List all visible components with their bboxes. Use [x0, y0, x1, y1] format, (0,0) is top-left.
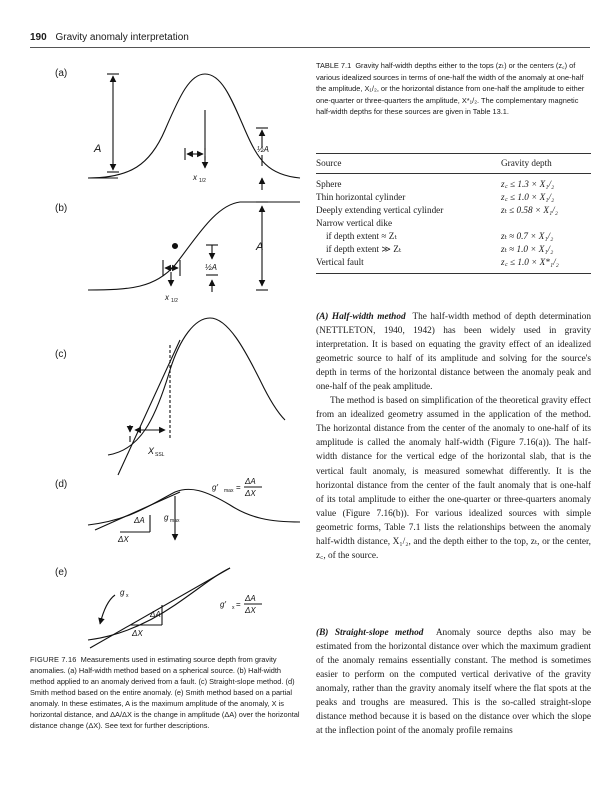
table-row — [316, 178, 591, 191]
svg-text:ΔX: ΔX — [245, 489, 256, 498]
panel-e-tangent — [90, 568, 230, 648]
header-rule — [30, 47, 590, 48]
section-a-para-1: The half-width method of depth determination (NETTLETON, 1940, 1942) has been widely used in gravity interpretation. It is based on equating the gravity effect of an idealized geometric source to half of its amplitude and solving for the source's depth in terms of the horizontal distance between the anomaly peak and one-half of the peak amplitude. — [316, 312, 592, 393]
svg-text:X: X — [148, 446, 155, 456]
svg-text:=: = — [236, 600, 241, 609]
table-caption — [316, 60, 591, 118]
svg-text:ΔA: ΔA — [134, 516, 145, 525]
panel-d-drawing — [88, 477, 300, 544]
table-cell-source: if depth extent ≫ Zₜ — [326, 244, 402, 254]
panel-b-curve — [88, 202, 300, 290]
table-cell-source: if depth extent ≈ Zₜ — [326, 231, 397, 241]
table-row — [316, 217, 591, 230]
table-row — [316, 204, 591, 217]
section-b — [316, 626, 591, 738]
table-cell-source: Narrow vertical dike — [316, 218, 393, 228]
table-caption-text: Gravity half-width depths either to the tops (zₜ) or the centers (z꜀) of various idealized sources in terms of one-half the width of the anomaly at one-half the amplitude, X₁/₂, or the horizontal distance from one-half the amplitude to either one-quarter or three-quarters the amplitude, X*₁/₂. The complementary magnetic half-width depths for these sources are given in Table 13.1. — [316, 61, 585, 116]
table-cell-source: Vertical fault — [316, 257, 364, 267]
table-7-1 — [316, 153, 591, 274]
svg-text:ΔX: ΔX — [245, 606, 256, 615]
svg-text:max: max — [224, 488, 234, 494]
section-a-heading: (A) Half-width method — [316, 312, 406, 322]
table-cell-source: Deeply extending vertical cylinder — [316, 205, 444, 215]
figure-caption-title: FIGURE 7.16 — [30, 655, 77, 664]
section-a-para-2: The method is based on simplification of the theoretical gravity effect from an idealized geometry assumed in the application of the method. The horizontal distance from the center of the anomaly to one-half of its amplitude is called the anomaly half-width (Figure 7.16(a)). The half-width distance for the vertical edge of the horizontal slab, that is the vertical fault anomaly, is measured somewhat differently. It is the horizontal distance from the center of the fault anomaly that is one-half of its total amplitude to either the one-quarter or three-quarters anomaly value (Figure 7.16(b)). For various idealized sources with simple geometric forms, Table 7.1 lists the relationships between the anomaly half-width distance, X₁/₂, and the depth either to the top, zₜ, or the center, z꜀, of the source. — [316, 396, 591, 561]
table-header-source: Source — [316, 158, 342, 168]
panel-e-curve — [88, 568, 230, 640]
svg-text:=: = — [236, 483, 241, 492]
panel-b-drawing — [88, 202, 300, 304]
svg-text:x: x — [193, 173, 197, 182]
table-cell-depth: zₜ ≈ 0.7 × X₁/₂ — [501, 231, 554, 241]
table-caption-title: TABLE 7.1 — [316, 61, 352, 70]
panel-b-A-label: A — [256, 241, 264, 253]
svg-text:x: x — [126, 593, 129, 599]
table-cell-source: Sphere — [316, 179, 342, 189]
section-a — [316, 310, 591, 563]
figure-caption — [30, 654, 305, 731]
table-cell-depth: z꜀ ≤ 1.0 × X*₁/₂ — [501, 257, 559, 267]
section-b-para-1: Anomaly source depths also may be estimated from the horizontal distance over which the maximum gradient of the anomaly remains essentially constant. The method is sometimes easier to perform on the computed vertical derivative of the gravity anomaly, rather than the gravity anomaly itself where the flat spots at the peaks and troughs are measured. This is the so-called straight-slope distance method because it is based on the distance over which the slope at the inflection point of the anomaly profile remains — [316, 628, 592, 737]
table-row — [316, 256, 591, 269]
table-row — [316, 230, 591, 243]
svg-text:x: x — [165, 293, 169, 302]
figure-7-16 — [55, 55, 300, 650]
table-row — [316, 243, 591, 256]
svg-text:x: x — [232, 605, 235, 611]
panel-label-c: (c) — [55, 349, 67, 360]
panel-a-drawing — [88, 74, 300, 190]
table-cell-depth — [501, 217, 591, 230]
panel-a-curve — [88, 74, 300, 178]
panel-e-drawing — [88, 568, 262, 648]
panel-label-e: (e) — [55, 567, 68, 578]
svg-text:SSL: SSL — [155, 452, 165, 458]
running-header — [30, 32, 189, 43]
panel-c-drawing — [108, 318, 285, 475]
figure-caption-text: Measurements used in estimating source depth from gravity anomalies. (a) Half-width method based on a spherical source. (b) Half-width method applied to an anomaly derived from a fault. (c) Straight-slope method. (d) Smith method based on the entire anomaly. (e) Smith method based on a partial anomaly. In these estimates, A is the maximum amplitude of the anomaly, X is horizontal distance, and ΔA/ΔX is the change in amplitude (ΔA) over the horizontal distance change (ΔX). See text for further descriptions. — [30, 655, 300, 730]
table-cell-depth: zₜ ≤ 0.58 × X₁/₂ — [501, 205, 558, 215]
svg-text:g: g — [164, 513, 169, 522]
panel-e-gx-arrow — [100, 595, 115, 624]
svg-text:g′: g′ — [220, 600, 226, 609]
table-row — [316, 191, 591, 204]
table-cell-depth: zₜ ≈ 1.0 × X₁/₂ — [501, 244, 554, 254]
table-cell-depth: z꜀ ≤ 1.0 × X₁/₂ — [501, 192, 555, 202]
table-header-depth: Gravity depth — [501, 158, 552, 168]
running-title: Gravity anomaly interpretation — [55, 32, 189, 43]
table-header-row — [316, 157, 591, 170]
table-cell-depth: z꜀ ≤ 1.3 × X₁/₂ — [501, 179, 555, 189]
panel-label-b: (b) — [55, 203, 68, 214]
svg-text:1/2: 1/2 — [199, 178, 206, 184]
panel-b-inflection-point — [173, 244, 178, 249]
panel-label-a: (a) — [55, 68, 68, 79]
svg-text:½A: ½A — [205, 263, 218, 272]
svg-text:g′: g′ — [212, 483, 218, 492]
svg-text:ΔX: ΔX — [132, 629, 143, 638]
svg-text:ΔA: ΔA — [245, 594, 256, 603]
section-b-heading: (B) Straight-slope method — [316, 628, 424, 638]
svg-text:ΔA: ΔA — [150, 610, 161, 619]
panel-label-d: (d) — [55, 479, 68, 490]
svg-text:g: g — [120, 588, 125, 597]
svg-text:ΔX: ΔX — [118, 535, 129, 544]
page-number: 190 — [30, 32, 47, 43]
svg-text:ΔA: ΔA — [245, 477, 256, 486]
panel-d-curve — [88, 489, 300, 525]
panel-a-A-label: A — [94, 143, 102, 155]
svg-text:max: max — [170, 518, 180, 524]
svg-text:1/2: 1/2 — [171, 298, 178, 304]
table-cell-source: Thin horizontal cylinder — [316, 192, 406, 202]
panel-c-curve — [108, 318, 285, 455]
panel-a-half-A-label: ½A — [257, 145, 270, 154]
